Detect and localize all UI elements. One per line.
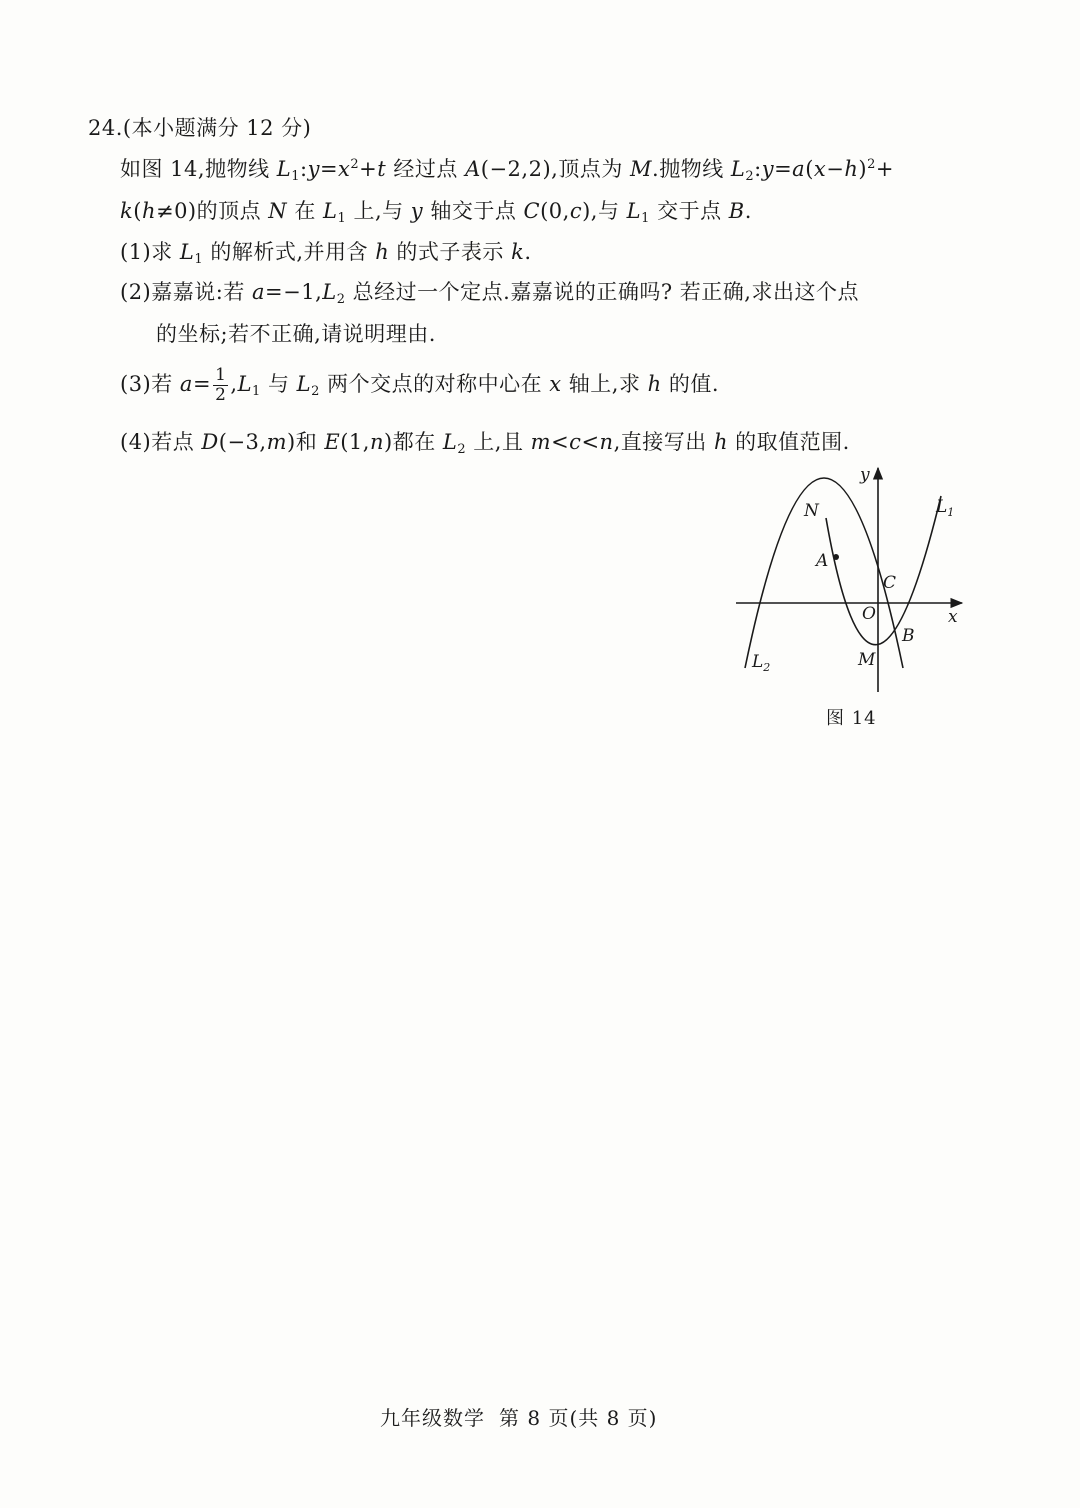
label-A: A bbox=[816, 551, 829, 571]
label-L1: $L_1$ bbox=[936, 497, 955, 519]
problem-stem-line-2: k(h≠0)的顶点 N 在 $L_1$ 上,与 y 轴交于点 C(0,c),与 $L_1$ 交于点 B. bbox=[120, 199, 752, 226]
question-1: (1)求 $L_1$ 的解析式,并用含 h 的式子表示 k. bbox=[120, 240, 532, 267]
footer-page-number: 第 8 页(共 8 页) bbox=[499, 1406, 658, 1430]
label-O: O bbox=[862, 604, 876, 624]
question-4: (4)若点 D(−3,m)和 E(1,n)都在 $L_2$ 上,且 m<c<n,直接写出 h 的取值范围. bbox=[120, 430, 850, 457]
label-N: N bbox=[804, 501, 819, 521]
figure-14-diagram bbox=[730, 460, 970, 700]
label-C: C bbox=[883, 573, 897, 593]
problem-number: 24. bbox=[88, 116, 123, 140]
point-A bbox=[833, 554, 839, 560]
problem-points: (本小题满分 12 分) bbox=[122, 116, 312, 140]
parabola-L2 bbox=[745, 478, 903, 668]
fraction-one-half: $\frac{1}{2}$ bbox=[215, 365, 227, 405]
parabola-L1 bbox=[826, 496, 941, 645]
question-2-continued: 的坐标;若不正确,请说明理由. bbox=[156, 322, 436, 346]
label-y: y bbox=[860, 465, 870, 485]
label-B: B bbox=[902, 626, 915, 646]
label-L2: $L_2$ bbox=[752, 652, 771, 674]
figure-caption: 图 14 bbox=[826, 708, 877, 729]
problem-stem-line-1: 如图 14,抛物线 $L_1:y=x^2+t$ 经过点 A(−2,2),顶点为 M.抛物线 $L_2:y=a(x-h)^2+$ bbox=[120, 157, 894, 184]
label-M: M bbox=[858, 650, 876, 670]
footer-subject: 九年级数学 bbox=[380, 1406, 485, 1430]
page-footer bbox=[380, 1402, 671, 1431]
problem-header bbox=[88, 112, 311, 142]
label-x: x bbox=[948, 607, 958, 627]
question-2: (2)嘉嘉说:若 $a=-1,L_2$ 总经过一个定点.嘉嘉说的正确吗? 若正确,求出这个点 bbox=[120, 280, 859, 307]
question-3: (3)若 a= $\frac{1}{2}$ $,L_1$ 与 $L_2$ 两个交点的对称中心在 x 轴上,求 h 的值. bbox=[120, 365, 720, 405]
